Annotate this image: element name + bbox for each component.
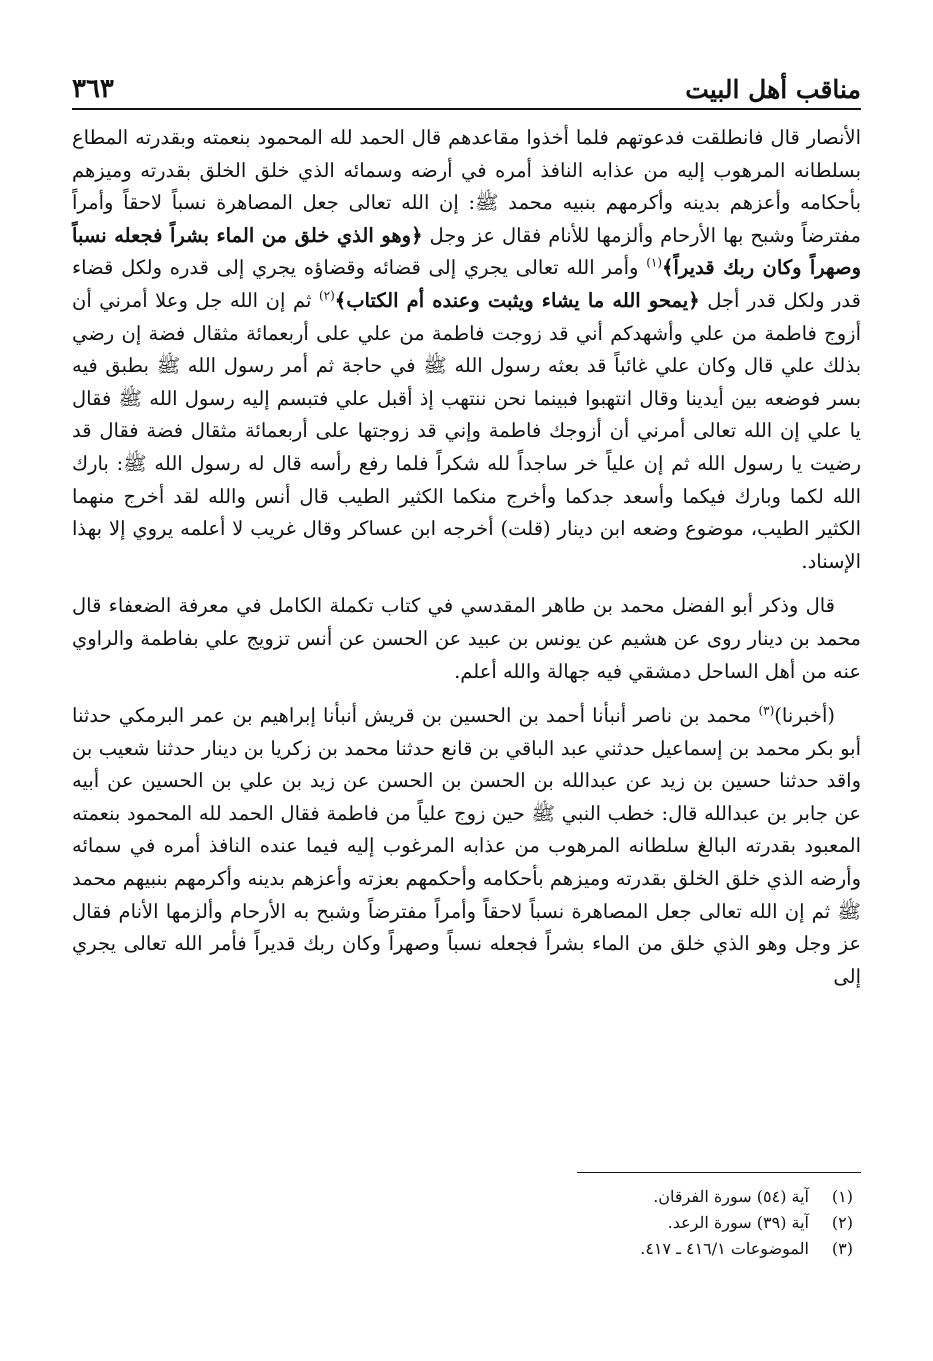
footnote-ref: (٢) bbox=[318, 288, 335, 303]
footnote-divider bbox=[577, 1172, 861, 1173]
footnotes bbox=[300, 1184, 853, 1262]
footnote-number: (٣) bbox=[831, 1239, 853, 1258]
text-run: قال وذكر أبو الفضل محمد بن طاهر المقدسي في كتاب تكملة الكامل في معرفة الضعفاء قال محمد بن دينار روى عن هشيم عن يونس بن عبيد عن الحسن عن أنس تزويج علي بفاطمة والراوي عنه من أهل الساحل دمشقي فيه جهالة والله أعلم. bbox=[72, 594, 861, 683]
text-run: (أخبرنا) bbox=[774, 704, 835, 728]
footnote-ref: (٣) bbox=[758, 703, 775, 718]
running-title: مناقب أهل البيت bbox=[685, 75, 861, 104]
quran-quote: ﴿يمحو الله ما يشاء ويثبت وعنده أم الكتاب﴾ bbox=[334, 288, 700, 312]
footnote-number: (١) bbox=[831, 1187, 853, 1206]
paragraph bbox=[72, 700, 861, 993]
text-run: ثم إن الله جل وعلا أمرني أن أزوج فاطمة من علي وأشهدكم أني قد زوجت فاطمة من علي على أربعمائة مثقال فضة إن رضي بذلك علي قال وكان علي غائباً قد بعثه رسول الله ﷺ في حاجة ثم أمر رسول الله ﷺ بطبق فيه بسر فوضعه بين أيدينا وقال انتهبوا فبينما نحن ننتهب إذ أقبل علي فتبسم إليه رسول الله ﷺ فقال يا علي إن الله تعالى أمرني أن أزوجك فاطمة وإني قد زوجتها على أربعمائة مثقال فضة فقال قد رضيت يا رسول الله ثم إن علياً خر ساجداً لله شكراً فلما رفع رأسه قال له رسول الله ﷺ: بارك الله لكما وبارك فيكما وأسعد جدكما وأخرج منكما الكثير الطيب قال أنس والله لقد أخرج منهما الكثير الطيب، موضوع وضعه ابن دينار (قلت) أخرجه ابن عساكر وقال غريب لا أعلمه يروي إلا بهذا الإسناد. bbox=[72, 288, 861, 573]
text-run: محمد بن ناصر أنبأنا أحمد بن الحسين بن قريش أنبأنا إبراهيم بن عمر البرمكي حدثنا أبو بكر محمد بن إسماعيل حدثني عبد الباقي بن قانع حدثنا محمد بن زكريا بن دينار حدثنا شعيب بن واقد حدثنا حسين بن زيد عن عبدالله بن الحسن بن الحسن عن زيد بن علي بن الحسين عن أبيه عن جابر بن عبدالله قال: خطب النبي ﷺ حين زوج علياً من فاطمة فقال الحمد لله المحمود بنعمته المعبود بقدرته البالغ سلطانه المرهوب من عذابه المرغوب إليه فيما عنده النافذ أمره في سمائه وأرضه الذي خلق الخلق بقدرته وميزهم بأحكامه وأحكمهم بعزته وأعزهم بدينه وأكرمهم بنبيهم محمد ﷺ ثم إن الله تعالى جعل المصاهرة نسباً لاحقاً وأمراً مفترضاً وشبح به الأرحام وألزمها الأنام فقال عز وجل وهو الذي خلق من الماء بشراً فجعله نسباً وصهراً وكان ربك قديراً فأمر الله تعالى يجري إلى bbox=[72, 704, 861, 988]
page-header bbox=[72, 62, 861, 110]
footnote-number: (٢) bbox=[831, 1213, 853, 1232]
footnote bbox=[300, 1236, 853, 1262]
paragraph bbox=[72, 590, 861, 688]
footnote bbox=[300, 1210, 853, 1236]
footnote-text: آية (٣٩) سورة الرعد. bbox=[667, 1213, 809, 1232]
footnote bbox=[300, 1184, 853, 1210]
quran-quote: ﴿وهو الذي خلق من الماء بشراً فجعله نسباً وصهراً وكان ربك قديراً﴾ bbox=[72, 223, 861, 280]
main-text bbox=[72, 122, 861, 1005]
text-run: وأمر الله تعالى يجري إلى قضائه وقضاؤه يجري إلى قدره ولكل قضاء قدر ولكل قدر أجل bbox=[72, 256, 861, 312]
text-run: الأنصار قال فانطلقت فدعوتهم فلما أخذوا مقاعدهم قال الحمد لله المحمود بنعمته وبقدرته المطاع بسلطانه المرهوب إليه من عذابه النافذ أمره في أرضه وسمائه الذي خلق الخلق بقدرته وميزهم بأحكامه وأعزهم بدينه وأكرمهم بنبيه محمد ﷺ: إن الله تعالى جعل المصاهرة نسباً لاحقاً وأمراً مفترضاً وشبح بها الأرحام وألزمها للأنام فقال عز وجل bbox=[72, 126, 861, 247]
paragraph bbox=[72, 122, 861, 578]
footnote-text: آية (٥٤) سورة الفرقان. bbox=[653, 1187, 809, 1206]
footnote-text: الموضوعات ٤١٦/١ ـ ٤١٧. bbox=[640, 1239, 809, 1258]
footnote-ref: (١) bbox=[646, 255, 663, 270]
page-number: ٣٦٣ bbox=[72, 74, 114, 104]
